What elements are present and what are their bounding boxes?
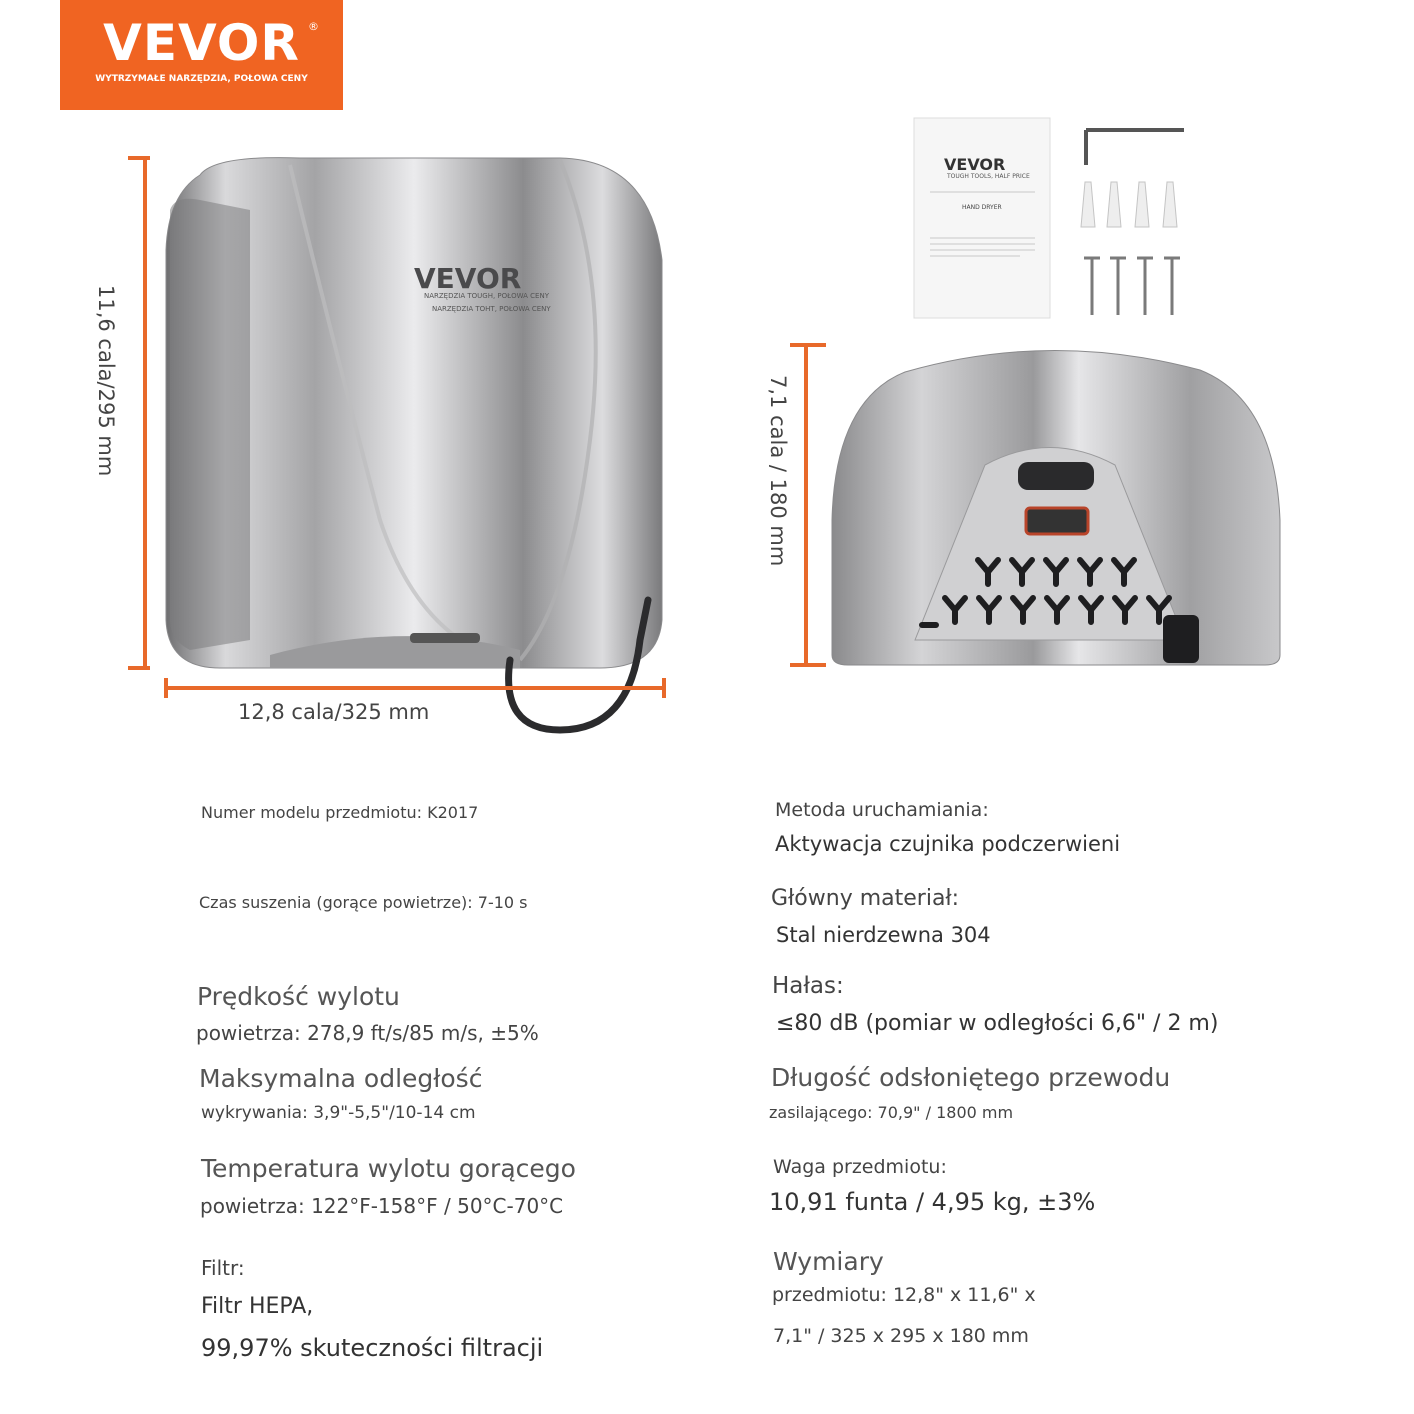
spec-material-label: Główny materiał: — [771, 886, 960, 911]
spec-model: Numer modelu przedmiotu: K2017 — [201, 803, 479, 822]
width-dimension-line — [166, 678, 664, 698]
infrared-sensor — [1026, 508, 1088, 534]
cord-outlet — [1163, 615, 1199, 663]
spec-size-label: Wymiary — [773, 1247, 884, 1276]
height-label: 11,6 cala/295 mm — [94, 285, 118, 477]
spec-drying-time: Czas suszenia (gorące powietrze): 7-10 s — [199, 893, 528, 912]
brand-name: VEVOR — [103, 14, 300, 72]
spec-noise-label: Hałas: — [772, 973, 844, 999]
allen-key — [1086, 130, 1184, 165]
spec-weight-value: 10,91 funta / 4,95 kg, ±3% — [769, 1188, 1096, 1216]
accessories — [914, 118, 1184, 318]
depth-dimension-line — [790, 345, 826, 665]
spec-filter-label: Filtr: — [201, 1256, 245, 1280]
spec-cord-value: zasilającego: 70,9" / 1800 mm — [769, 1103, 1014, 1122]
spec-noise-value: ≤80 dB (pomiar w odległości 6,6" / 2 m) — [776, 1011, 1219, 1036]
wall-anchors — [1081, 182, 1177, 227]
spec-detection-label: Maksymalna odległość — [199, 1064, 483, 1093]
spec-weight-label: Waga przedmiotu: — [773, 1156, 947, 1178]
sensor-window — [1018, 462, 1094, 490]
spec-temperature-label: Temperatura wylotu gorącego — [201, 1154, 576, 1183]
spec-size-value-2: 7,1" / 325 x 295 x 180 mm — [773, 1325, 1029, 1347]
width-label: 12,8 cala/325 mm — [238, 700, 430, 724]
screws — [1084, 258, 1180, 315]
registered-mark: ® — [308, 20, 319, 33]
spec-filter-value-2: 99,97% skuteczności filtracji — [201, 1334, 544, 1362]
user-manual — [914, 118, 1050, 318]
dryer-bottom-view — [832, 350, 1280, 665]
depth-label: 7,1 cala / 180 mm — [766, 375, 790, 567]
height-dimension-line — [128, 158, 150, 668]
spec-filter-value-1: Filtr HEPA, — [201, 1294, 314, 1319]
spec-temperature-value: powietrza: 122°F-158°F / 50°C-70°C — [200, 1194, 564, 1218]
spec-activation-label: Metoda uruchamiania: — [775, 799, 989, 821]
manual-title: HAND DRYER — [962, 204, 1002, 211]
spec-air-speed-value: powietrza: 278,9 ft/s/85 m/s, ±5% — [196, 1021, 539, 1045]
spec-cord-label: Długość odsłoniętego przewodu — [771, 1063, 1171, 1092]
spec-detection-value: wykrywania: 3,9"-5,5"/10-14 cm — [201, 1103, 476, 1123]
product-brand-mark: VEVOR — [414, 262, 522, 295]
product-subtext-2: NARZĘDZIA TOHT, POŁOWA CENY — [432, 305, 551, 313]
brand-tagline: WYTRZYMAŁE NARZĘDZIA, POŁOWA CENY — [95, 74, 308, 84]
spec-size-value-1: przedmiotu: 12,8" x 11,6" x — [772, 1284, 1036, 1306]
dryer-front-view — [166, 158, 662, 730]
spec-activation-value: Aktywacja czujnika podczerwieni — [775, 832, 1121, 856]
spec-material-value: Stal nierdzewna 304 — [776, 923, 991, 947]
spec-air-speed-label: Prędkość wylotu — [197, 982, 400, 1011]
product-subtext-1: NARZĘDZIA TOUGH, POŁOWA CENY — [424, 292, 549, 300]
manual-brand: VEVOR — [944, 155, 1006, 174]
manual-tagline: TOUGH TOOLS, HALF PRICE — [947, 173, 1030, 180]
